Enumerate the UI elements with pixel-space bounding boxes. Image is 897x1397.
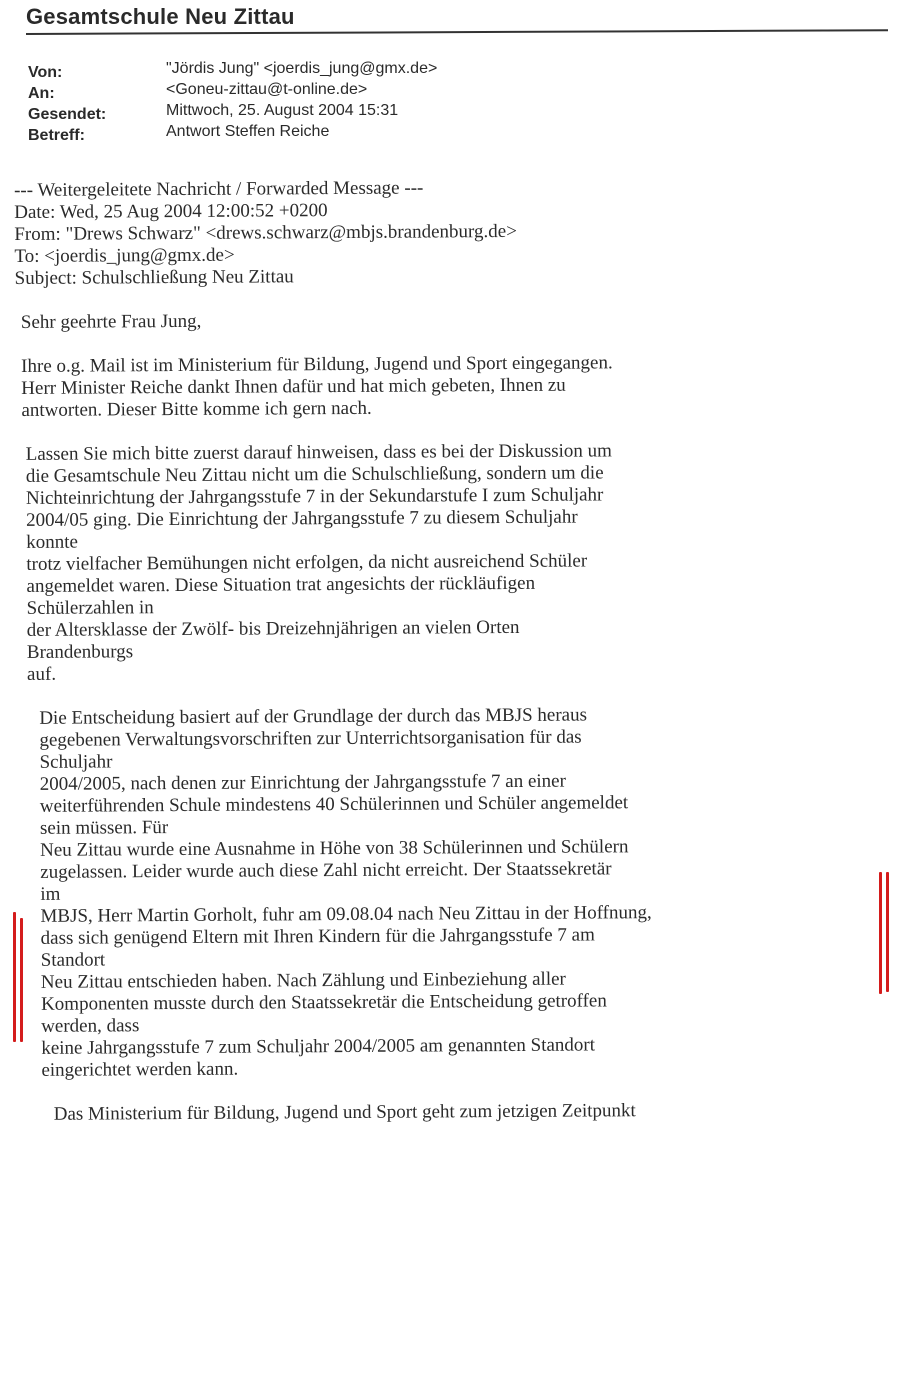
text-line: im [40,883,61,905]
letter-body [14,175,890,1126]
forward-line: Date: Wed, 25 Aug 2004 12:00:52 +0200 [14,200,328,223]
red-margin-mark-left-1 [13,912,16,1042]
text-line: MBJS, Herr Martin Gorholt, fuhr am 09.08.04 nach Neu Zittau in der Hoffnung, [40,902,652,927]
header-sent-row [28,100,437,121]
text-line: zugelassen. Leider wurde auch diese Zahl nicht erreicht. Der Staatssekretär [40,858,612,883]
red-margin-mark-left-2 [20,918,23,1042]
text-line: Lassen Sie mich bitte zuerst darauf hinweisen, dass es bei der Diskussion um [25,440,612,465]
text-line: Komponenten musste durch den Staatssekretär die Entscheidung getroffen [40,990,607,1015]
header-value: "Jördis Jung" <joerdis_jung@gmx.de> [166,60,438,77]
header-label: Von: [28,64,63,81]
header-value: Antwort Steffen Reiche [166,123,330,140]
text-line: Schülerzahlen in [26,597,154,619]
page-title: Gesamtschule Neu Zittau [26,4,295,29]
text-line: Brandenburgs [26,641,134,663]
text-line: der Altersklasse der Zwölf- bis Dreizehnjährigen an vielen Orten [26,616,520,641]
header-to-row [28,79,437,100]
text-line: antworten. Dieser Bitte komme ich gern nach. [21,397,372,421]
header-label: Gesendet: [28,106,107,123]
red-margin-mark-right-1 [879,872,882,994]
text-line: Die Entscheidung basiert auf der Grundlage der durch das MBJS heraus [39,704,588,729]
text-line: sein müssen. Für [39,817,169,839]
text-line: werden, dass [41,1015,140,1037]
paragraph-3 [39,703,889,1082]
email-header [28,58,437,142]
text-line: keine Jahrgangsstufe 7 zum Schuljahr 2004/2005 am genannten Standort [41,1034,596,1059]
forward-line: To: <joerdis_jung@gmx.de> [14,244,235,267]
header-label: Betreff: [28,127,85,144]
header-label: An: [28,85,55,102]
forward-line: From: "Drews Schwarz" <drews.schwarz@mbjs.brandenburg.de> [14,220,517,245]
text-line: Neu Zittau wurde eine Ausnahme in Höhe von 38 Schülerinnen und Schülern [40,836,629,861]
text-line: auf. [26,663,57,685]
red-margin-mark-right-2 [886,872,889,992]
forward-line: Subject: Schulschließung Neu Zittau [14,266,294,289]
title-underline [26,29,888,35]
header-value: <Goneu-zittau@t-online.de> [166,81,368,98]
text-line: Herr Minister Reiche dankt Ihnen dafür und hat mich gebeten, Ihnen zu [21,374,566,399]
paragraph-1 [21,351,885,422]
text-line: angemeldet waren. Diese Situation trat angesichts der rückläufigen [26,572,536,597]
text-line: gegebenen Verwaltungsvorschriften zur Unterrichtsorganisation für das [39,726,582,751]
header-value: Mittwoch, 25. August 2004 15:31 [166,102,399,119]
paragraph-4 [54,1099,890,1126]
header-from-row [28,58,437,79]
text-line: konnte [26,531,78,553]
text-line: dass sich genügend Eltern mit Ihren Kindern für die Jahrgangsstufe 7 am [40,924,595,949]
text-line: eingerichtet werden kann. [41,1058,239,1081]
header-subject-row [28,121,437,142]
paragraph-2 [26,439,887,686]
text-line: Neu Zittau entschieden haben. Nach Zählung und Einbeziehung aller [40,968,566,993]
text-line: Das Ministerium für Bildung, Jugend und Sport geht zum jetzigen Zeitpunkt [53,1100,636,1125]
text-line: 2004/2005, nach denen zur Einrichtung der Jahrgangsstufe 7 an einer [39,770,566,795]
text-line: 2004/05 ging. Die Einrichtung der Jahrgangsstufe 7 zu diesem Schuljahr [26,506,578,531]
text-line: weiterführenden Schule mindestens 40 Schülerinnen und Schüler angemeldet [39,792,629,817]
text-line: Nichteinrichtung der Jahrgangsstufe 7 in der Sekundarstufe I zum Schuljahr [25,484,604,509]
text-line: Schuljahr [39,751,113,773]
text-line: trotz vielfacher Bemühungen nicht erfolgen, da nicht ausreichend Schüler [26,550,588,575]
text-line: Ihre o.g. Mail ist im Ministerium für Bildung, Jugend und Sport eingegangen. [21,352,613,377]
text-line: Standort [40,949,106,971]
text-line: die Gesamtschule Neu Zittau nicht um die Schulschließung, sondern um die [25,462,604,487]
forward-block [14,175,885,290]
salutation: Sehr geehrte Frau Jung, [20,310,202,333]
forward-line: --- Weitergeleitete Nachricht / Forwarded Message --- [14,177,424,201]
